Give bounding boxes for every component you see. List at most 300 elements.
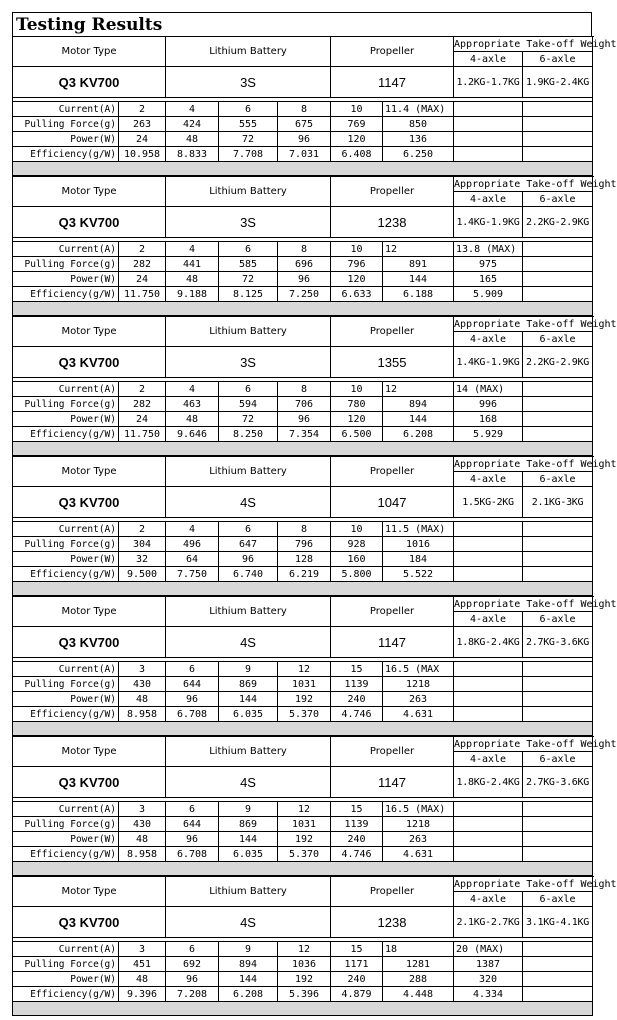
takeoff-weight-value: 1.4KG-1.9KG [454, 347, 523, 378]
data-cell: 8 [278, 242, 331, 257]
data-cell: 7.208 [166, 987, 219, 1002]
empty-cell [523, 987, 593, 1002]
axle-label: 4-axle [454, 612, 523, 627]
row-label: Current(A) [13, 242, 119, 257]
table-row [13, 242, 593, 257]
data-cell [454, 147, 523, 162]
data-cell: 14 (MAX) [454, 382, 523, 397]
table-row [13, 677, 593, 692]
table-row [13, 427, 593, 442]
axle-label: 4-axle [454, 52, 523, 67]
data-cell: 706 [278, 397, 331, 412]
data-cell: 160 [331, 552, 383, 567]
data-cell: 10 [331, 382, 383, 397]
data-cell: 96 [278, 272, 331, 287]
data-cell [454, 552, 523, 567]
data-cell: 10 [331, 242, 383, 257]
data-cell: 644 [166, 677, 219, 692]
row-label: Current(A) [13, 382, 119, 397]
table-row [13, 117, 593, 132]
data-cell: 64 [166, 552, 219, 567]
data-cell: 16.5 (MAX [383, 662, 454, 677]
table-row [13, 662, 593, 677]
motor-type-label: Motor Type [13, 177, 166, 207]
data-cell: 11.750 [119, 427, 166, 442]
data-cell: 240 [331, 972, 383, 987]
data-cell: 5.522 [383, 567, 454, 582]
block-separator [13, 1002, 593, 1016]
motor-type-label: Motor Type [13, 597, 166, 627]
test-results-sheet [12, 12, 617, 1016]
row-label: Pulling Force(g) [13, 817, 119, 832]
axle-label: 6-axle [523, 612, 593, 627]
data-cell: 5.370 [278, 707, 331, 722]
data-cell: 6 [166, 802, 219, 817]
data-cell: 7.708 [219, 147, 278, 162]
takeoff-weight-label: Appropriate Take-off Weight [454, 458, 617, 470]
data-cell: 4.746 [331, 707, 383, 722]
data-cell: 796 [331, 257, 383, 272]
propeller-size: 1147 [331, 67, 454, 98]
takeoff-weight-value: 1.2KG-1.7KG [454, 67, 523, 98]
empty-cell [523, 412, 593, 427]
data-cell: 9 [219, 802, 278, 817]
empty-cell [523, 957, 593, 972]
data-cell: 165 [454, 272, 523, 287]
data-cell: 1016 [383, 537, 454, 552]
data-cell: 5.929 [454, 427, 523, 442]
takeoff-weight-value: 2.1KG-3KG [523, 487, 593, 518]
data-cell: 72 [219, 272, 278, 287]
data-cell: 4.448 [383, 987, 454, 1002]
empty-cell [523, 832, 593, 847]
data-cell: 7.354 [278, 427, 331, 442]
data-cell: 9 [219, 662, 278, 677]
data-cell: 4.334 [454, 987, 523, 1002]
empty-cell [523, 662, 593, 677]
empty-cell [523, 802, 593, 817]
empty-cell [523, 817, 593, 832]
takeoff-weight-value: 1.5KG-2KG [454, 487, 523, 518]
block-separator [13, 442, 593, 456]
data-cell: 5.396 [278, 987, 331, 1002]
data-cell: 555 [219, 117, 278, 132]
data-cell: 240 [331, 692, 383, 707]
axle-label: 6-axle [523, 472, 593, 487]
table-row [13, 567, 593, 582]
data-cell: 6 [166, 942, 219, 957]
table-row [13, 257, 593, 272]
data-cell: 282 [119, 257, 166, 272]
axle-label: 4-axle [454, 752, 523, 767]
table-row [13, 957, 593, 972]
table-row [13, 817, 593, 832]
data-cell: 894 [219, 957, 278, 972]
data-cell: 120 [331, 412, 383, 427]
table-row [13, 382, 593, 397]
data-cell: 6 [219, 242, 278, 257]
axle-label: 6-axle [523, 52, 593, 67]
data-cell: 6.708 [166, 707, 219, 722]
motor-model: Q3 KV700 [13, 487, 166, 518]
takeoff-weight-value: 2.1KG-2.7KG [454, 907, 523, 938]
data-cell [454, 847, 523, 862]
battery-cells: 3S [166, 67, 331, 98]
data-cell: 10 [331, 522, 383, 537]
data-cell: 1139 [331, 677, 383, 692]
table-row [13, 847, 593, 862]
battery-label: Lithium Battery [166, 317, 331, 347]
data-cell: 7.750 [166, 567, 219, 582]
data-cell [454, 692, 523, 707]
battery-label: Lithium Battery [166, 457, 331, 487]
table-row [13, 102, 593, 117]
data-cell: 12 [383, 242, 454, 257]
data-cell: 24 [119, 412, 166, 427]
empty-cell [523, 942, 593, 957]
row-label: Pulling Force(g) [13, 117, 119, 132]
data-cell: 12 [278, 802, 331, 817]
battery-cells: 3S [166, 207, 331, 238]
data-cell: 928 [331, 537, 383, 552]
data-cell: 2 [119, 382, 166, 397]
axle-label: 4-axle [454, 192, 523, 207]
motor-type-label: Motor Type [13, 737, 166, 767]
row-label: Efficiency(g/W) [13, 987, 119, 1002]
data-cell [454, 102, 523, 117]
axle-label: 6-axle [523, 752, 593, 767]
data-cell [454, 817, 523, 832]
table-row [13, 707, 593, 722]
data-cell: 96 [278, 412, 331, 427]
data-cell: 1218 [383, 817, 454, 832]
data-cell [454, 707, 523, 722]
data-cell: 6 [219, 102, 278, 117]
motor-type-label: Motor Type [13, 457, 166, 487]
data-cell: 8 [278, 382, 331, 397]
data-cell: 692 [166, 957, 219, 972]
data-cell: 48 [119, 692, 166, 707]
data-cell: 894 [383, 397, 454, 412]
data-cell: 8.958 [119, 707, 166, 722]
data-cell: 4.631 [383, 847, 454, 862]
data-cell: 6.408 [331, 147, 383, 162]
takeoff-weight-label: Appropriate Take-off Weight [454, 318, 617, 330]
data-cell: 6.633 [331, 287, 383, 302]
data-cell: 48 [166, 272, 219, 287]
data-cell: 4 [166, 242, 219, 257]
takeoff-weight-value: 1.8KG-2.4KG [454, 767, 523, 798]
row-label: Pulling Force(g) [13, 397, 119, 412]
data-cell: 647 [219, 537, 278, 552]
data-cell: 3 [119, 662, 166, 677]
data-cell: 5.370 [278, 847, 331, 862]
data-cell: 1281 [383, 957, 454, 972]
data-cell: 263 [119, 117, 166, 132]
data-cell: 869 [219, 817, 278, 832]
data-cell: 796 [278, 537, 331, 552]
data-cell: 850 [383, 117, 454, 132]
data-cell: 869 [219, 677, 278, 692]
data-cell: 1031 [278, 817, 331, 832]
data-cell [454, 567, 523, 582]
data-cell: 96 [278, 132, 331, 147]
row-label: Efficiency(g/W) [13, 147, 119, 162]
block-separator [13, 582, 593, 596]
data-cell: 9 [219, 942, 278, 957]
battery-label: Lithium Battery [166, 37, 331, 67]
table-row [13, 272, 593, 287]
data-cell: 675 [278, 117, 331, 132]
row-label: Power(W) [13, 832, 119, 847]
takeoff-weight-value: 1.4KG-1.9KG [454, 207, 523, 238]
data-cell: 644 [166, 817, 219, 832]
data-cell: 120 [331, 132, 383, 147]
block-separator [13, 162, 593, 176]
propeller-label: Propeller [331, 457, 454, 487]
data-cell: 585 [219, 257, 278, 272]
data-cell: 144 [383, 272, 454, 287]
data-cell: 24 [119, 272, 166, 287]
data-cell: 696 [278, 257, 331, 272]
data-cell: 1171 [331, 957, 383, 972]
empty-cell [523, 522, 593, 537]
row-label: Current(A) [13, 662, 119, 677]
row-label: Current(A) [13, 522, 119, 537]
empty-cell [523, 692, 593, 707]
result-block [12, 736, 617, 876]
data-cell: 975 [454, 257, 523, 272]
row-label: Efficiency(g/W) [13, 707, 119, 722]
motor-model: Q3 KV700 [13, 767, 166, 798]
table-row [13, 832, 593, 847]
empty-cell [523, 847, 593, 862]
empty-cell [523, 272, 593, 287]
data-cell: 6.035 [219, 847, 278, 862]
data-cell: 2 [119, 242, 166, 257]
axle-label: 4-axle [454, 892, 523, 907]
data-cell: 6 [219, 382, 278, 397]
table-row [13, 972, 593, 987]
data-cell: 451 [119, 957, 166, 972]
row-label: Current(A) [13, 802, 119, 817]
battery-cells: 4S [166, 767, 331, 798]
empty-cell [523, 707, 593, 722]
empty-cell [523, 427, 593, 442]
data-cell: 6.708 [166, 847, 219, 862]
data-cell: 6.208 [383, 427, 454, 442]
empty-cell [523, 102, 593, 117]
data-cell [454, 662, 523, 677]
data-cell: 48 [119, 972, 166, 987]
data-cell: 8 [278, 522, 331, 537]
row-label: Power(W) [13, 972, 119, 987]
takeoff-weight-label: Appropriate Take-off Weight [454, 178, 617, 190]
data-cell: 72 [219, 412, 278, 427]
empty-cell [523, 257, 593, 272]
data-cell: 9.396 [119, 987, 166, 1002]
empty-cell [523, 537, 593, 552]
propeller-label: Propeller [331, 597, 454, 627]
data-cell: 10 [331, 102, 383, 117]
data-cell: 441 [166, 257, 219, 272]
data-cell: 168 [454, 412, 523, 427]
data-cell: 96 [166, 692, 219, 707]
data-cell: 192 [278, 832, 331, 847]
empty-cell [523, 552, 593, 567]
table-row [13, 132, 593, 147]
propeller-size: 1238 [331, 207, 454, 238]
takeoff-weight-value: 2.2KG-2.9KG [523, 347, 593, 378]
result-block [12, 316, 617, 456]
data-cell: 96 [166, 972, 219, 987]
takeoff-weight-label: Appropriate Take-off Weight [454, 38, 617, 50]
row-label: Efficiency(g/W) [13, 287, 119, 302]
data-cell: 6.250 [383, 147, 454, 162]
data-cell: 594 [219, 397, 278, 412]
data-cell: 11.5 (MAX) [383, 522, 454, 537]
data-cell: 15 [331, 802, 383, 817]
table-row [13, 147, 593, 162]
row-label: Efficiency(g/W) [13, 567, 119, 582]
propeller-label: Propeller [331, 177, 454, 207]
motor-model: Q3 KV700 [13, 67, 166, 98]
axle-label: 6-axle [523, 192, 593, 207]
result-block [12, 36, 617, 176]
data-cell: 20 (MAX) [454, 942, 523, 957]
data-cell: 72 [219, 132, 278, 147]
data-cell: 6.035 [219, 707, 278, 722]
data-cell: 1036 [278, 957, 331, 972]
data-cell: 1031 [278, 677, 331, 692]
data-cell: 120 [331, 272, 383, 287]
battery-label: Lithium Battery [166, 177, 331, 207]
data-cell: 6.188 [383, 287, 454, 302]
axle-label: 6-axle [523, 332, 593, 347]
result-block [12, 456, 617, 596]
data-cell: 192 [278, 972, 331, 987]
row-label: Power(W) [13, 132, 119, 147]
data-cell: 144 [219, 972, 278, 987]
data-cell: 780 [331, 397, 383, 412]
empty-cell [523, 147, 593, 162]
propeller-label: Propeller [331, 737, 454, 767]
results-blocks [12, 36, 617, 1016]
data-cell: 96 [166, 832, 219, 847]
data-cell: 282 [119, 397, 166, 412]
data-cell [454, 537, 523, 552]
data-cell: 320 [454, 972, 523, 987]
data-cell: 6 [219, 522, 278, 537]
data-cell: 48 [166, 412, 219, 427]
data-cell: 16.5 (MAX) [383, 802, 454, 817]
data-cell: 8.250 [219, 427, 278, 442]
data-cell: 7.031 [278, 147, 331, 162]
battery-cells: 4S [166, 487, 331, 518]
battery-cells: 3S [166, 347, 331, 378]
block-separator [13, 302, 593, 316]
data-cell: 192 [278, 692, 331, 707]
row-label: Pulling Force(g) [13, 957, 119, 972]
propeller-size: 1047 [331, 487, 454, 518]
table-row [13, 942, 593, 957]
row-label: Efficiency(g/W) [13, 847, 119, 862]
empty-cell [523, 382, 593, 397]
row-label: Pulling Force(g) [13, 677, 119, 692]
data-cell: 12 [278, 942, 331, 957]
data-cell: 5.800 [331, 567, 383, 582]
data-cell: 9.188 [166, 287, 219, 302]
table-row [13, 522, 593, 537]
data-cell: 8.833 [166, 147, 219, 162]
data-cell: 136 [383, 132, 454, 147]
data-cell: 424 [166, 117, 219, 132]
data-cell: 48 [119, 832, 166, 847]
data-cell: 48 [166, 132, 219, 147]
battery-cells: 4S [166, 907, 331, 938]
result-block [12, 596, 617, 736]
data-cell: 6.500 [331, 427, 383, 442]
result-block [12, 176, 617, 316]
empty-cell [523, 117, 593, 132]
data-cell: 13.8 (MAX) [454, 242, 523, 257]
takeoff-weight-value: 2.7KG-3.6KG [523, 767, 593, 798]
table-row [13, 692, 593, 707]
data-cell: 96 [219, 552, 278, 567]
data-cell: 3 [119, 802, 166, 817]
data-cell: 288 [383, 972, 454, 987]
data-cell: 4.746 [331, 847, 383, 862]
takeoff-weight-value: 2.7KG-3.6KG [523, 627, 593, 658]
data-cell: 430 [119, 677, 166, 692]
data-cell: 240 [331, 832, 383, 847]
empty-cell [523, 677, 593, 692]
block-separator [13, 862, 593, 876]
data-cell: 144 [219, 832, 278, 847]
axle-label: 4-axle [454, 332, 523, 347]
table-row [13, 537, 593, 552]
data-cell: 304 [119, 537, 166, 552]
data-cell: 9.646 [166, 427, 219, 442]
takeoff-weight-value: 1.9KG-2.4KG [523, 67, 593, 98]
battery-label: Lithium Battery [166, 737, 331, 767]
data-cell: 7.250 [278, 287, 331, 302]
empty-cell [523, 287, 593, 302]
row-label: Pulling Force(g) [13, 257, 119, 272]
table-row [13, 802, 593, 817]
data-cell: 6.740 [219, 567, 278, 582]
row-label: Power(W) [13, 552, 119, 567]
data-cell: 8.958 [119, 847, 166, 862]
motor-model: Q3 KV700 [13, 627, 166, 658]
data-cell [454, 117, 523, 132]
motor-model: Q3 KV700 [13, 207, 166, 238]
data-cell: 263 [383, 832, 454, 847]
battery-cells: 4S [166, 627, 331, 658]
data-cell: 11.4 (MAX) [383, 102, 454, 117]
data-cell: 32 [119, 552, 166, 567]
empty-cell [523, 132, 593, 147]
motor-model: Q3 KV700 [13, 907, 166, 938]
propeller-label: Propeller [331, 37, 454, 67]
propeller-size: 1355 [331, 347, 454, 378]
data-cell: 15 [331, 662, 383, 677]
empty-cell [523, 242, 593, 257]
data-cell: 4.631 [383, 707, 454, 722]
takeoff-weight-value: 3.1KG-4.1KG [523, 907, 593, 938]
propeller-label: Propeller [331, 317, 454, 347]
data-cell: 12 [383, 382, 454, 397]
